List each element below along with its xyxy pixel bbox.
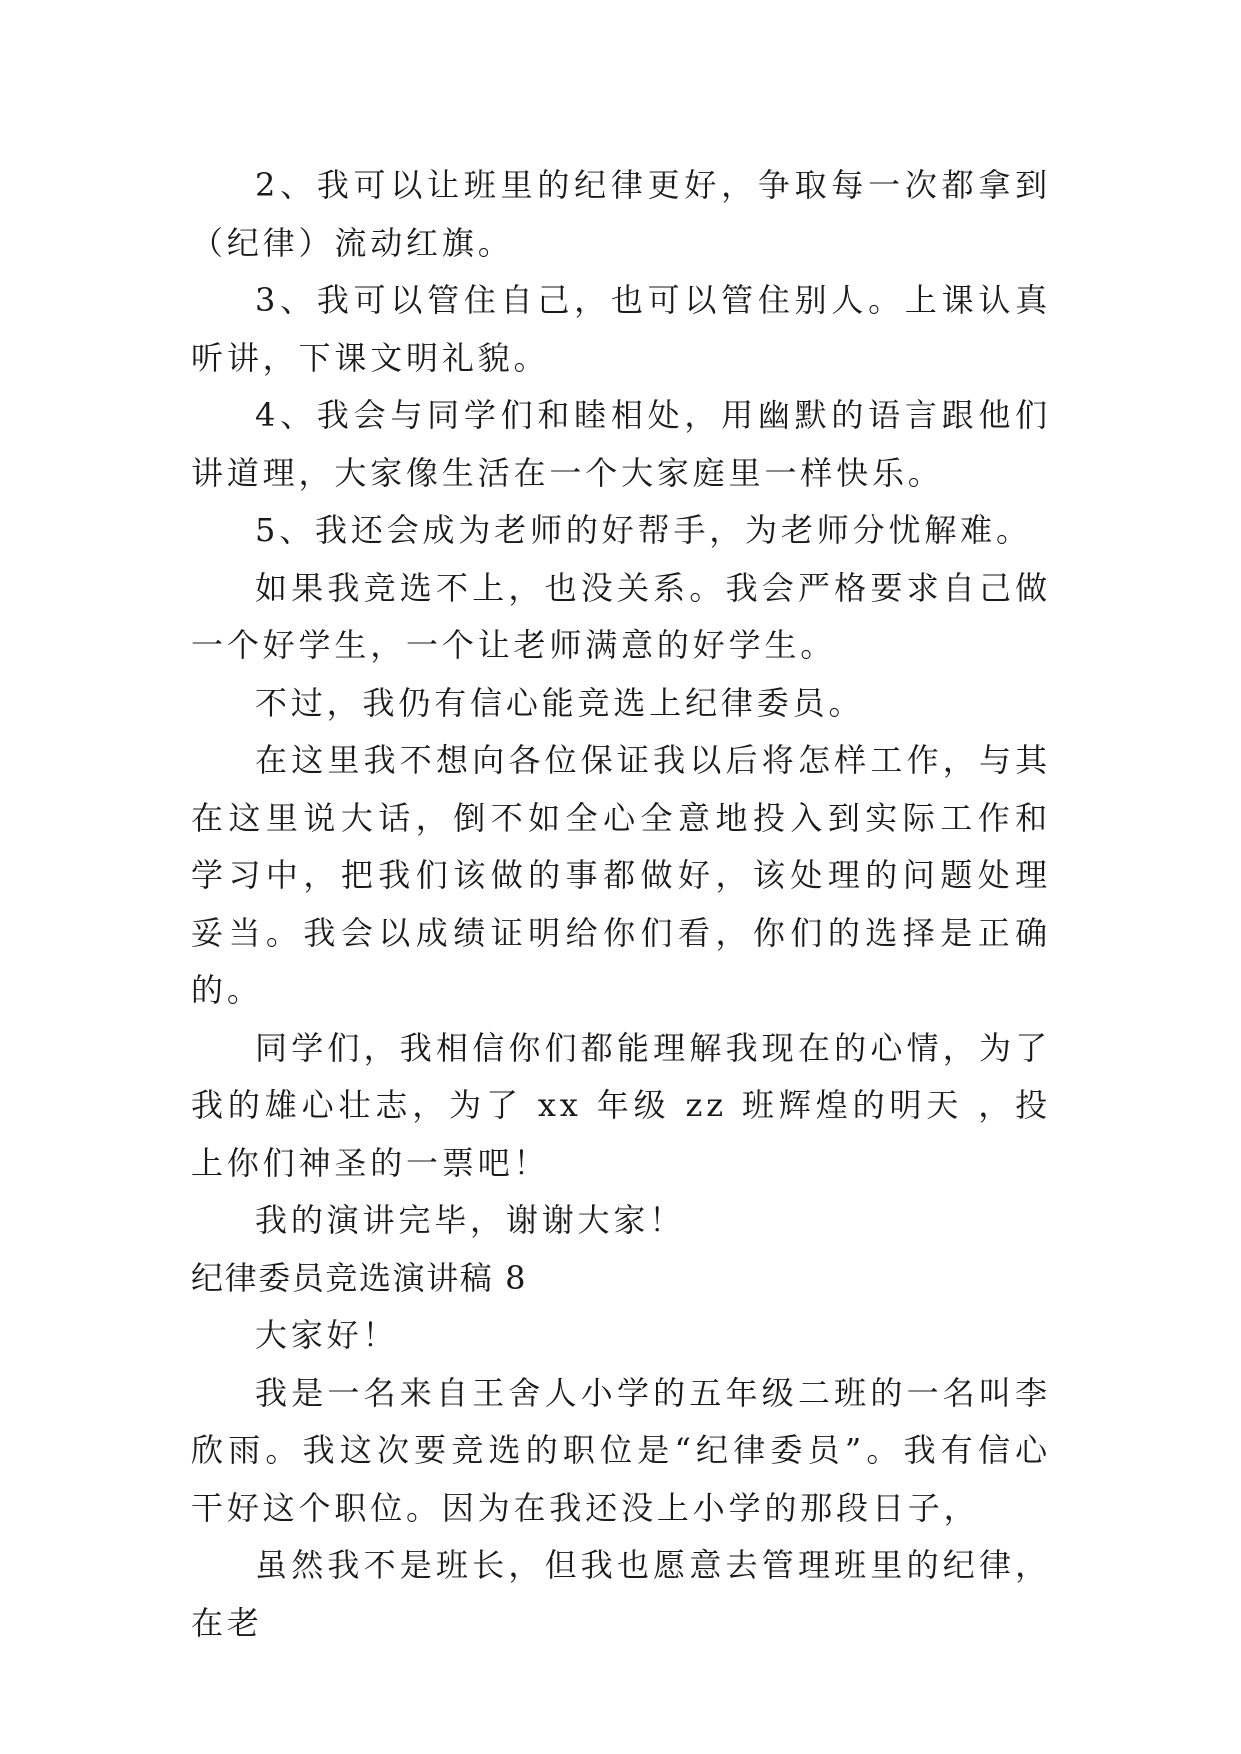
paragraph-point-3: 3、我可以管住自己，也可以管住别人。上课认真听讲，下课文明礼貌。 [191,281,1051,377]
paragraph-point-4: 4、我会与同学们和睦相处，用幽默的语言跟他们讲道理，大家像生活在一个大家庭里一样快乐。 [191,396,1051,492]
paragraph-appeal: 同学们，我相信你们都能理解我现在的心情，为了我的雄心壮志，为了 xx 年级 zz 班辉煌的明天 ，投上你们神圣的一票吧！ [191,1028,1051,1182]
paragraph-point-5: 5、我还会成为老师的好帮手，为老师分忧解难。 [255,511,1032,549]
paragraph-greeting: 大家好！ [255,1316,399,1354]
paragraph-point-2: 2、我可以让班里的纪律更好，争取每一次都拿到（纪律）流动红旗。 [191,166,1051,262]
paragraph-continuation: 虽然我不是班长，但我也愿意去管理班里的纪律，在老 [191,1546,1051,1642]
section-title: 纪律委员竞选演讲稿 8 [191,1258,528,1297]
paragraph-if-not-elected: 如果我竞选不上，也没关系。我会严格要求自己做一个好学生，一个让老师满意的好学生。 [191,568,1051,664]
paragraph-closing: 我的演讲完毕，谢谢大家！ [255,1201,686,1239]
document-body [191,157,1051,1652]
paragraph-confidence: 不过，我仍有信心能竞选上纪律委员。 [255,683,865,722]
paragraph-promise: 在这里我不想向各位保证我以后将怎样工作，与其在这里说大话，倒不如全心全意地投入到实际工作和学习中，把我们该做的事都做好，该处理的问题处理妥当。我会以成绩证明给你们看，你们的选择是正确的。 [191,741,1051,1009]
paragraph-introduction: 我是一名来自王舍人小学的五年级二班的一名叫李欣雨。我这次要竞选的职位是“纪律委员”。我有信心干好这个职位。因为在我还没上小学的那段日子， [191,1373,1051,1527]
